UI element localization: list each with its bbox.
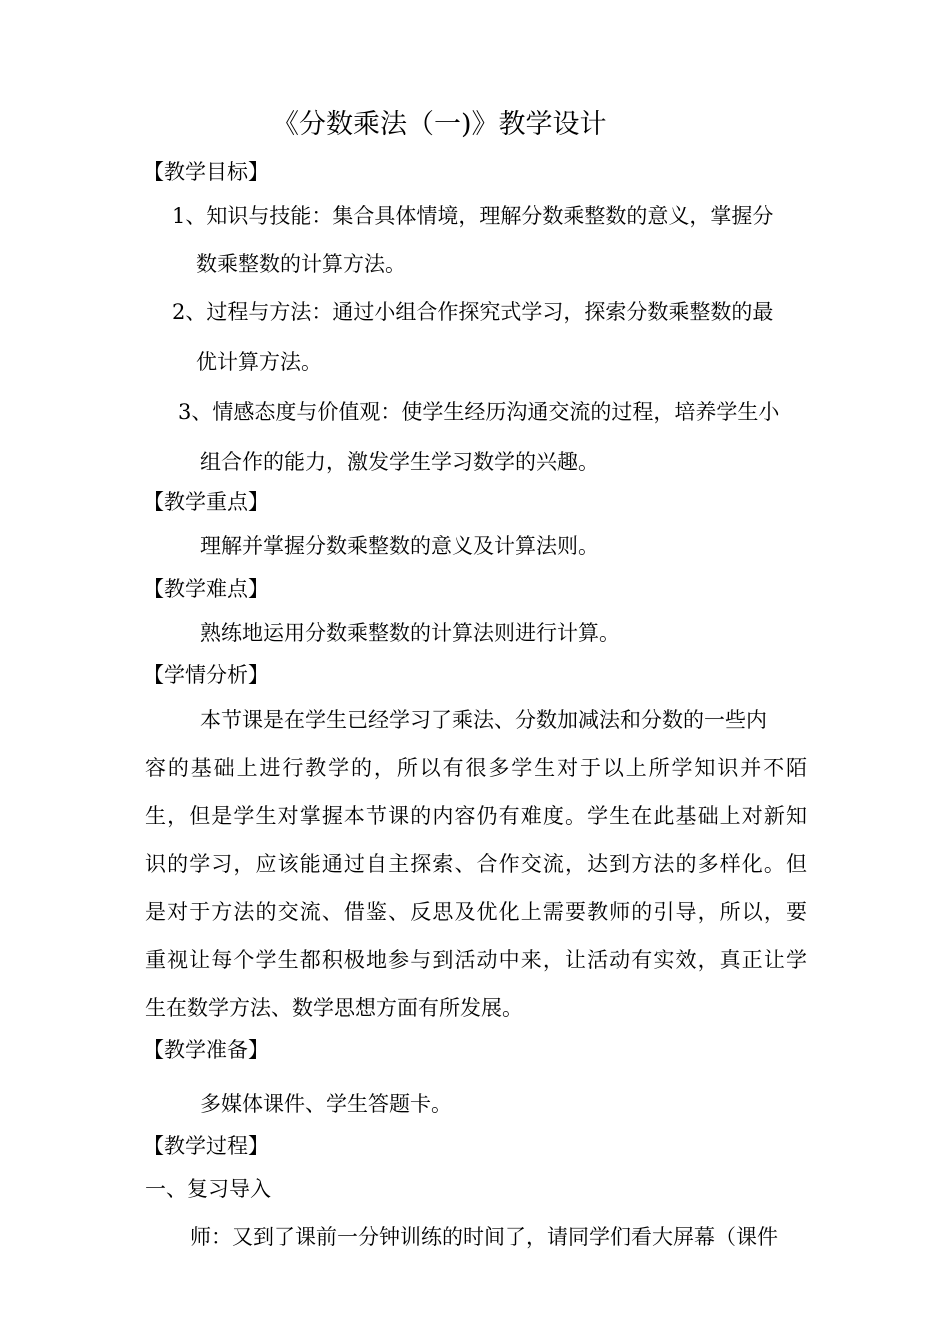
analysis-line: 识的学习，应该能通过自主探索、合作交流，达到方法的多样化。但 [145,852,807,876]
analysis-line: 生，但是学生对掌握本节课的内容仍有难度。学生在此基础上对新知 [145,804,807,828]
heading-difficulties: 【教学难点】 [143,577,269,601]
preparation-text: 多媒体课件、学生答题卡。 [200,1092,452,1116]
analysis-line: 本节课是在学生已经学习了乘法、分数加减法和分数的一些内 [200,708,767,732]
objective-3-line-1: 3、情感态度与价值观：使学生经历沟通交流的过程，培养学生小 [178,400,780,424]
analysis-line: 容的基础上进行教学的，所以有很多学生对于以上所学知识并不陌 [145,756,807,780]
process-sub-heading: 一、复习导入 [145,1177,271,1201]
objective-3-line-2: 组合作的能力，激发学生学习数学的兴趣。 [200,450,599,474]
analysis-line: 是对于方法的交流、借鉴、反思及优化上需要教师的引导，所以，要 [145,900,807,924]
objective-2-line-2: 优计算方法。 [196,350,322,374]
objective-1-line-2: 数乘整数的计算方法。 [196,252,406,276]
difficulties-text: 熟练地运用分数乘整数的计算法则进行计算。 [200,621,620,645]
heading-key-points: 【教学重点】 [143,490,269,514]
heading-process: 【教学过程】 [143,1134,269,1158]
heading-preparation: 【教学准备】 [143,1038,269,1062]
objective-1-line-1: 1、知识与技能：集合具体情境，理解分数乘整数的意义，掌握分 [172,204,774,228]
process-text: 师：又到了课前一分钟训练的时间了，请同学们看大屏幕（课件 [190,1225,778,1249]
key-points-text: 理解并掌握分数乘整数的意义及计算法则。 [200,534,599,558]
heading-analysis: 【学情分析】 [143,663,269,687]
heading-objectives: 【教学目标】 [143,160,269,184]
page-title: 《分数乘法（一)》教学设计 [272,109,607,140]
objective-2-line-1: 2、过程与方法：通过小组合作探究式学习，探索分数乘整数的最 [172,300,774,324]
analysis-line: 生在数学方法、数学思想方面有所发展。 [145,996,523,1020]
analysis-line: 重视让每个学生都积极地参与到活动中来，让活动有实效，真正让学 [145,948,807,972]
